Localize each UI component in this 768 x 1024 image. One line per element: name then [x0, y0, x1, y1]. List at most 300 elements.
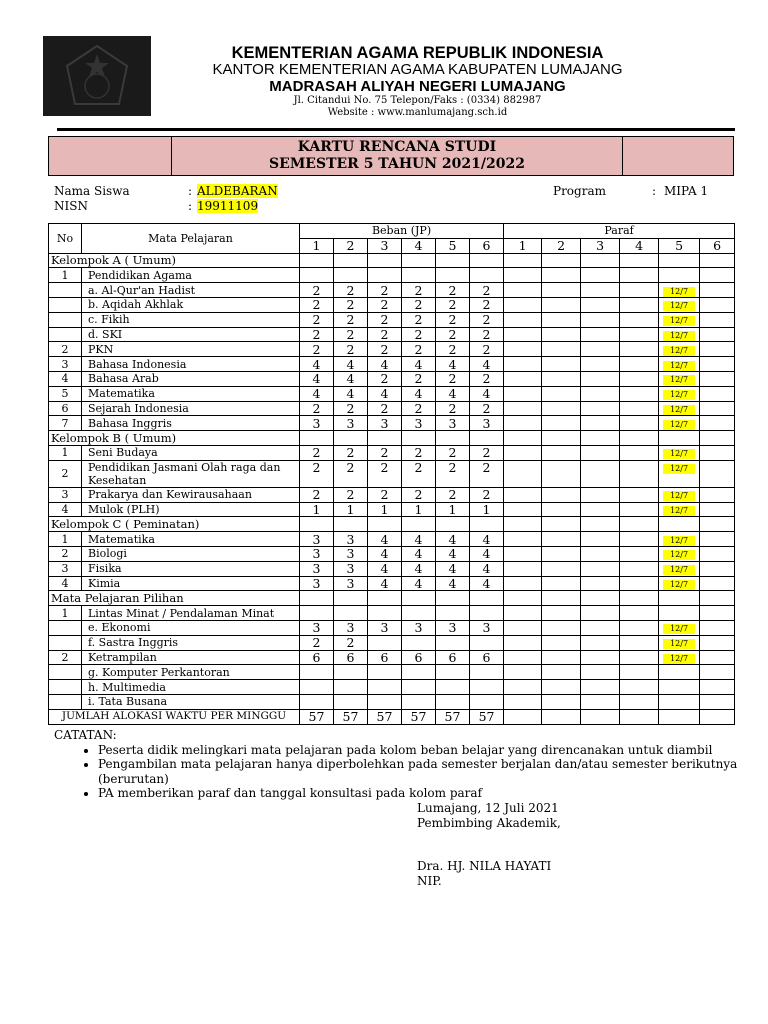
table-row: [49, 327, 735, 342]
beban-cell: [436, 268, 470, 283]
paraf-cell: [581, 665, 620, 680]
beban-sem-6: 6: [470, 238, 504, 253]
beban-cell: 2: [436, 312, 470, 327]
row-subject: Mulok (PLH): [82, 502, 300, 517]
beban-cell: 4: [436, 561, 470, 576]
table-row: [49, 502, 735, 517]
paraf-cell: [620, 502, 659, 517]
nisn-colon: :: [188, 199, 193, 213]
paraf-cell: [581, 502, 620, 517]
row-subject: Fisika: [82, 561, 300, 576]
beban-cell: 4: [436, 546, 470, 561]
paraf-cell: [700, 401, 735, 416]
empty-cell: [368, 591, 402, 606]
paraf-cell: [504, 312, 542, 327]
row-subject: Kimia: [82, 576, 300, 591]
row-no: 1: [49, 268, 82, 283]
beban-cell: 2: [402, 401, 436, 416]
paraf-cell: [542, 357, 581, 372]
beban-cell: 2: [402, 297, 436, 312]
empty-cell: [402, 517, 436, 532]
paraf-cell: [581, 620, 620, 635]
beban-cell: [300, 606, 334, 621]
paraf-cell: [504, 386, 542, 401]
paraf-date-badge: 12/7: [663, 346, 695, 356]
paraf-cell: [700, 532, 735, 547]
empty-cell: [542, 431, 581, 446]
row-no: 3: [49, 487, 82, 502]
beban-cell: 3: [300, 620, 334, 635]
row-no: 7: [49, 416, 82, 431]
beban-cell: 1: [470, 502, 504, 517]
paraf-cell: [542, 297, 581, 312]
paraf-cell: [700, 371, 735, 386]
paraf-cell: [659, 371, 700, 386]
beban-cell: 4: [368, 561, 402, 576]
beban-cell: [402, 694, 436, 709]
paraf-cell: [542, 386, 581, 401]
name-label: Nama Siswa: [54, 184, 130, 198]
paraf-cell: [504, 694, 542, 709]
paraf-cell: [504, 665, 542, 680]
empty-cell: [700, 517, 735, 532]
row-no: [49, 620, 82, 635]
empty-cell: [700, 709, 735, 724]
paraf-date-badge: 12/7: [663, 565, 695, 575]
paraf-cell: [659, 460, 700, 487]
paraf-cell: [542, 342, 581, 357]
paraf-cell: [504, 460, 542, 487]
paraf-date-badge: 12/7: [663, 580, 695, 590]
beban-cell: 3: [402, 416, 436, 431]
document-title: [172, 137, 623, 176]
paraf-date-badge: 12/7: [663, 316, 695, 326]
beban-cell: [402, 665, 436, 680]
paraf-cell: [581, 635, 620, 650]
paraf-cell: [700, 342, 735, 357]
paraf-cell: [542, 502, 581, 517]
paraf-cell: [700, 546, 735, 561]
paraf-cell: [659, 546, 700, 561]
paraf-cell: [504, 487, 542, 502]
empty-cell: [581, 517, 620, 532]
group-label: Mata Pelajaran Pilihan: [49, 591, 300, 606]
empty-cell: [402, 591, 436, 606]
empty-cell: [436, 591, 470, 606]
paraf-cell: [620, 342, 659, 357]
beban-cell: [334, 268, 368, 283]
empty-cell: [300, 517, 334, 532]
program-value: MIPA 1: [664, 184, 709, 198]
paraf-cell: [659, 650, 700, 665]
empty-cell: [368, 431, 402, 446]
row-subject: Bahasa Indonesia: [82, 357, 300, 372]
paraf-date-badge: 12/7: [663, 375, 695, 385]
paraf-cell: [581, 416, 620, 431]
paraf-cell: [504, 416, 542, 431]
paraf-cell: [700, 327, 735, 342]
table-row: [49, 416, 735, 431]
beban-cell: 2: [402, 460, 436, 487]
beban-cell: 2: [368, 371, 402, 386]
table-row: [49, 680, 735, 695]
paraf-cell: [581, 371, 620, 386]
beban-cell: 2: [436, 297, 470, 312]
paraf-cell: [620, 576, 659, 591]
paraf-cell: [700, 680, 735, 695]
empty-cell: [436, 431, 470, 446]
table-row: [49, 650, 735, 665]
row-no: 4: [49, 371, 82, 386]
beban-cell: 2: [334, 312, 368, 327]
beban-cell: 2: [402, 342, 436, 357]
paraf-cell: [700, 386, 735, 401]
paraf-cell: [504, 532, 542, 547]
table-row: [49, 561, 735, 576]
beban-cell: 4: [470, 561, 504, 576]
beban-sem-2: 2: [334, 238, 368, 253]
emblem-icon: [43, 36, 151, 116]
beban-cell: 2: [368, 312, 402, 327]
row-no: [49, 312, 82, 327]
beban-cell: 4: [470, 576, 504, 591]
empty-cell: [504, 709, 542, 724]
beban-cell: [368, 665, 402, 680]
beban-cell: 4: [402, 357, 436, 372]
table-row: [49, 694, 735, 709]
paraf-cell: [504, 576, 542, 591]
paraf-cell: [620, 620, 659, 635]
beban-cell: 2: [436, 445, 470, 460]
paraf-date-badge: 12/7: [663, 405, 695, 415]
paraf-cell: [659, 416, 700, 431]
beban-cell: 4: [470, 386, 504, 401]
paraf-cell: [542, 327, 581, 342]
beban-cell: 3: [368, 416, 402, 431]
paraf-cell: [542, 694, 581, 709]
row-no: [49, 327, 82, 342]
beban-cell: 3: [334, 532, 368, 547]
beban-cell: [436, 680, 470, 695]
title-box-right: [623, 137, 734, 176]
paraf-cell: [659, 694, 700, 709]
beban-cell: [436, 694, 470, 709]
paraf-cell: [504, 297, 542, 312]
beban-cell: 2: [436, 460, 470, 487]
row-subject: Sejarah Indonesia: [82, 401, 300, 416]
paraf-cell: [542, 620, 581, 635]
paraf-cell: [581, 680, 620, 695]
beban-cell: 3: [300, 532, 334, 547]
paraf-cell: [542, 283, 581, 298]
empty-cell: [659, 517, 700, 532]
beban-cell: 3: [436, 416, 470, 431]
beban-cell: 3: [402, 620, 436, 635]
beban-cell: 2: [402, 487, 436, 502]
beban-cell: 3: [436, 620, 470, 635]
beban-cell: 2: [402, 327, 436, 342]
empty-cell: [334, 431, 368, 446]
program-label: Program: [553, 184, 606, 198]
program-colon: :: [652, 184, 657, 198]
table-row: [49, 312, 735, 327]
paraf-cell: [659, 342, 700, 357]
row-no: 2: [49, 460, 82, 487]
paraf-cell: [620, 416, 659, 431]
paraf-cell: [620, 680, 659, 695]
paraf-cell: [700, 283, 735, 298]
paraf-date-badge: 12/7: [663, 506, 695, 516]
paraf-cell: [504, 342, 542, 357]
paraf-cell: [700, 694, 735, 709]
total-cell: 57: [470, 709, 504, 724]
paraf-cell: [659, 576, 700, 591]
beban-cell: 2: [368, 445, 402, 460]
beban-cell: 2: [300, 401, 334, 416]
beban-sem-5: 5: [436, 238, 470, 253]
table-row: [49, 386, 735, 401]
beban-cell: 4: [436, 357, 470, 372]
empty-cell: [368, 253, 402, 268]
row-subject: e. Ekonomi: [82, 620, 300, 635]
paraf-cell: [542, 665, 581, 680]
empty-cell: [436, 517, 470, 532]
paraf-cell: [659, 386, 700, 401]
paraf-cell: [620, 268, 659, 283]
beban-cell: 6: [436, 650, 470, 665]
empty-cell: [542, 253, 581, 268]
paraf-cell: [700, 606, 735, 621]
row-subject: c. Fikih: [82, 312, 300, 327]
paraf-cell: [504, 401, 542, 416]
paraf-date-badge: 12/7: [663, 301, 695, 311]
row-subject: Matematika: [82, 532, 300, 547]
paraf-cell: [700, 576, 735, 591]
paraf-sem-3: 3: [581, 238, 620, 253]
table-row: [49, 635, 735, 650]
paraf-cell: [659, 665, 700, 680]
beban-cell: 2: [402, 371, 436, 386]
beban-cell: 2: [334, 342, 368, 357]
col-subject: Mata Pelajaran: [82, 224, 300, 254]
paraf-cell: [581, 487, 620, 502]
beban-cell: 2: [402, 312, 436, 327]
paraf-cell: [620, 445, 659, 460]
empty-cell: [620, 591, 659, 606]
paraf-cell: [659, 532, 700, 547]
row-subject: a. Al-Qur'an Hadist: [82, 283, 300, 298]
paraf-cell: [700, 620, 735, 635]
paraf-cell: [659, 635, 700, 650]
beban-cell: 2: [436, 487, 470, 502]
paraf-cell: [542, 487, 581, 502]
paraf-cell: [542, 635, 581, 650]
beban-cell: 2: [436, 401, 470, 416]
beban-cell: 4: [470, 357, 504, 372]
table-row: [49, 371, 735, 386]
beban-cell: [402, 606, 436, 621]
beban-cell: 4: [334, 357, 368, 372]
paraf-cell: [542, 561, 581, 576]
beban-cell: 2: [334, 283, 368, 298]
paraf-cell: [581, 268, 620, 283]
paraf-cell: [659, 401, 700, 416]
paraf-sem-1: 1: [504, 238, 542, 253]
paraf-cell: [659, 606, 700, 621]
paraf-date-badge: 12/7: [663, 390, 695, 400]
paraf-cell: [504, 502, 542, 517]
col-paraf: Paraf: [504, 224, 735, 239]
paraf-cell: [659, 297, 700, 312]
paraf-cell: [581, 460, 620, 487]
study-plan-table: [48, 223, 735, 725]
beban-cell: 1: [402, 502, 436, 517]
paraf-cell: [620, 401, 659, 416]
sign-nip: NIP.: [417, 873, 442, 888]
paraf-cell: [542, 445, 581, 460]
title-line-2: SEMESTER 5 TAHUN 2021/2022: [269, 156, 525, 172]
paraf-cell: [659, 561, 700, 576]
beban-cell: 4: [436, 532, 470, 547]
paraf-sem-4: 4: [620, 238, 659, 253]
table-row: [49, 460, 735, 487]
paraf-cell: [659, 357, 700, 372]
beban-cell: [402, 268, 436, 283]
beban-cell: 6: [368, 650, 402, 665]
beban-cell: 4: [402, 386, 436, 401]
table-row: [49, 546, 735, 561]
paraf-cell: [700, 312, 735, 327]
paraf-cell: [620, 371, 659, 386]
paraf-date-badge: 12/7: [663, 464, 695, 474]
paraf-cell: [504, 561, 542, 576]
beban-cell: [368, 268, 402, 283]
beban-cell: 1: [368, 502, 402, 517]
note-item: • PA memberikan paraf dan tanggal konsultasi pada kolom paraf: [98, 786, 744, 801]
empty-cell: [542, 517, 581, 532]
beban-sem-3: 3: [368, 238, 402, 253]
paraf-cell: [620, 312, 659, 327]
paraf-cell: [700, 561, 735, 576]
table-row: [49, 532, 735, 547]
empty-cell: [504, 591, 542, 606]
paraf-cell: [700, 297, 735, 312]
paraf-date-badge: 12/7: [663, 624, 695, 634]
paraf-cell: [620, 327, 659, 342]
empty-cell: [542, 709, 581, 724]
office-name: KANTOR KEMENTERIAN AGAMA KABUPATEN LUMAJANG: [212, 61, 623, 78]
row-no: 4: [49, 502, 82, 517]
paraf-cell: [700, 502, 735, 517]
beban-cell: [368, 680, 402, 695]
paraf-cell: [700, 416, 735, 431]
paraf-cell: [620, 546, 659, 561]
student-info: [54, 184, 744, 214]
beban-cell: 2: [300, 635, 334, 650]
row-subject: f. Sastra Inggris: [82, 635, 300, 650]
paraf-cell: [659, 445, 700, 460]
row-no: [49, 680, 82, 695]
empty-cell: [402, 253, 436, 268]
beban-cell: 4: [334, 371, 368, 386]
beban-cell: 3: [334, 620, 368, 635]
beban-cell: [402, 635, 436, 650]
beban-cell: 4: [334, 386, 368, 401]
beban-cell: [368, 694, 402, 709]
beban-cell: 3: [368, 620, 402, 635]
sign-place-date: Lumajang, 12 Juli 2021: [417, 801, 559, 815]
beban-cell: 3: [334, 561, 368, 576]
header-rule: [57, 128, 735, 131]
empty-cell: [620, 517, 659, 532]
paraf-cell: [581, 297, 620, 312]
total-cell: 57: [402, 709, 436, 724]
paraf-cell: [700, 650, 735, 665]
beban-cell: 1: [334, 502, 368, 517]
beban-cell: [300, 680, 334, 695]
beban-cell: [334, 680, 368, 695]
student-name: ALDEBARAN: [197, 184, 278, 198]
paraf-cell: [659, 312, 700, 327]
beban-cell: 2: [368, 487, 402, 502]
empty-cell: [581, 431, 620, 446]
paraf-date-badge: 12/7: [663, 449, 695, 459]
row-subject: Pendidikan Agama: [82, 268, 300, 283]
beban-cell: 4: [368, 546, 402, 561]
beban-cell: 2: [300, 460, 334, 487]
row-subject: PKN: [82, 342, 300, 357]
paraf-cell: [700, 445, 735, 460]
paraf-cell: [542, 268, 581, 283]
row-subject: b. Aqidah Akhlak: [82, 297, 300, 312]
paraf-cell: [581, 342, 620, 357]
beban-cell: 2: [470, 327, 504, 342]
paraf-cell: [581, 312, 620, 327]
beban-cell: 4: [402, 546, 436, 561]
empty-cell: [334, 517, 368, 532]
name-colon: :: [188, 184, 193, 198]
beban-cell: [436, 606, 470, 621]
paraf-cell: [620, 357, 659, 372]
row-no: 4: [49, 576, 82, 591]
sign-role: Pembimbing Akademik,: [417, 815, 561, 830]
paraf-cell: [659, 487, 700, 502]
paraf-sem-2: 2: [542, 238, 581, 253]
beban-cell: 4: [402, 576, 436, 591]
beban-cell: 3: [300, 416, 334, 431]
beban-cell: 3: [334, 416, 368, 431]
beban-cell: 3: [334, 546, 368, 561]
beban-cell: 2: [470, 487, 504, 502]
beban-cell: [300, 665, 334, 680]
row-subject: Bahasa Inggris: [82, 416, 300, 431]
ministry-name: KEMENTERIAN AGAMA REPUBLIK INDONESIA: [231, 44, 604, 62]
sign-name: Dra. HJ. NILA HAYATI: [417, 859, 552, 873]
empty-cell: [700, 591, 735, 606]
beban-cell: 2: [300, 445, 334, 460]
beban-cell: [470, 635, 504, 650]
beban-cell: 4: [300, 371, 334, 386]
beban-cell: 1: [300, 502, 334, 517]
row-no: [49, 665, 82, 680]
row-no: 1: [49, 532, 82, 547]
paraf-cell: [581, 576, 620, 591]
notes: [54, 728, 744, 801]
table-row: [49, 576, 735, 591]
paraf-cell: [700, 357, 735, 372]
note-item: • Peserta didik melingkari mata pelajaran pada kolom beban belajar yang direncanakan untuk diambil: [98, 743, 744, 758]
beban-cell: [436, 665, 470, 680]
